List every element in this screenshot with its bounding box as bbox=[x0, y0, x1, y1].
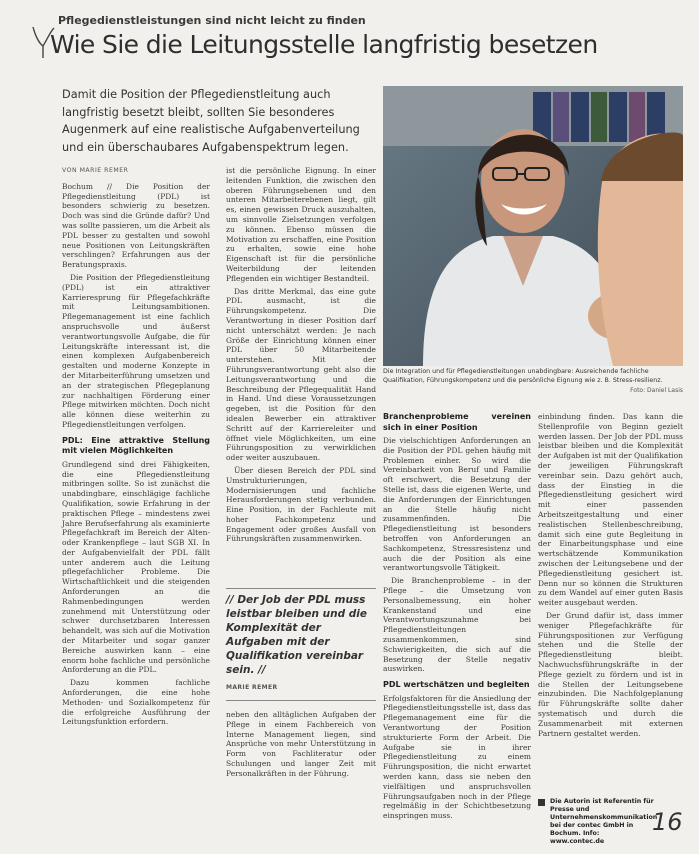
col1-subheading: PDL: Eine attraktive Stellung mit vielen Möglichkeiten bbox=[62, 435, 210, 456]
quote-rule-top bbox=[226, 588, 376, 589]
column-4 bbox=[538, 412, 683, 741]
col1-paragraph: Dazu kommen fachliche Anforderungen, die eine hohe Methoden- und Sozialkompetenz für die erfolgreiche Ausführung der Leitungsfunktion erfordern. bbox=[62, 678, 210, 727]
column-3 bbox=[383, 412, 531, 824]
col2-paragraph: neben den alltäglichen Aufgaben der Pflege in einem Fachbereich von Interne Management liegen, sind Ansprüche von mehr Unterstützung in Form von Fachliteratur oder Schulungen und langer Zeit mit Personalkräften in der Führung. bbox=[226, 710, 376, 778]
col1-paragraph: Grundlegend sind drei Fähigkeiten, die eine Pflegedienstleitung mitbringen sollte. So ist zunächst die unabdingbare, einschlägige fachliche Qualifikation, sowie Erfahrung in der praktischen Pflege – mindestens zwei Jahre Berufserfahrung als examinierte Pflegefachkraft im Bereich der Alten- oder Krankenpflege – laut SGB XI. In der Aufgabenvielfalt der PDL fällt unter anderem auch die Leitung pflegefachlicher Probleme. Die Wirtschaftlichkeit und die steigenden Anforderungen an die Rahmenbedingungen werden zunehmend mit Unterstützung oder schwer durchsetzbaren Interessen behandelt, was sich auf die Motivation der Mitarbeiter und sogar ganzer Bereiche auswirken kann – eine enorm hohe fachliche und persönliche Anforderung an die PDL. bbox=[62, 459, 210, 675]
col3-paragraph: Die Branchenprobleme – in der Pflege – die Umsetzung von Personalbemessung, ein hoher Krankenstand und eine Verantwortungszunahme bei Pflegedienstleitungen zusammenkommen, sind Schwierigkeiten, die sich auf die Besetzung der Stelle negativ auswirken. bbox=[383, 576, 531, 674]
col3-subheading: PDL wertschätzen und begleiten bbox=[383, 680, 530, 690]
photo-credit: Foto: Daniel Lasis bbox=[630, 387, 683, 394]
pull-quote-author: MARIE REMER bbox=[226, 684, 278, 691]
lead-paragraph: Damit die Position der Pflegedienstleitung auch langfristig besetzt bleibt, sollten Sie besonderes Augenmerk auf eine realistische Aufgabenverteilung und ein überschaubares Aufgabenspektrum legen. bbox=[62, 88, 360, 154]
nurse-photo-illustration bbox=[383, 86, 683, 366]
col4-paragraph: Der Grund dafür ist, dass immer weniger Pflegefachkräfte für Führungspositionen zur Verfügung stehen und die Stelle der Pflegedienstleitung bleibt. Nachwuchsführungskräfte in der Pflege gezielt zu fördern und ist in die Stellen der Leitungsebene einzubinden. Die Nachfolgeplanung für Führungskräfte sollte daher systematisch und durch die Zusammenarbeit mit externen Partnern gestaltet werden. bbox=[538, 610, 683, 738]
square-bullet-icon bbox=[538, 799, 545, 806]
col1-paragraph: Bochum // Die Position der Pflegedienstleitung (PDL) ist besonders schwierig zu besetzen. Doch was sind die Gründe dafür? Und was sollte passieren, um die Arbeit als PDL besser zu gestalten und sowohl neue Positionen von Leitungskräften verschlingen? Erfahrungen aus der Beratungspraxis. bbox=[62, 181, 210, 270]
col3-paragraph: Die vielschichtigen Anforderungen an die Position der PDL gehen häufig mit Problemen einher. So wird die Vereinbarkeit von Beruf und Familie oft erschwert, die Besetzung der Stelle ist, dass die eigenen Werte, und die Anforderungen der Einrichtungen an die Stelle häufig nicht zusammenfinden. Die Pflegedienstleitung ist besonders betroffen von Anforderungen an Sachkompetenz, Stressresistenz und auch die der Position als eine verantwortungsvolle Tätigkeit. bbox=[383, 436, 531, 573]
article-photo bbox=[383, 86, 683, 366]
col4-paragraph: einbindung finden. Das kann die Stellenprofile von Beginn gezielt werden lassen. Der Job der PDL muss leistbar bleiben und die Komplexität der Aufgaben ist mit der Qualifikation der jeweiligen Führungskraft vereinbar sein. Dazu gehört auch, dass der Einstieg in die Pflegedienstleitung gesichert wird mit einer passenden Arbeitszeitgestaltung und einer realistischen Stellenbeschreibung, damit sich eine gute Begleitung in der Einarbeitungsphase und eine wertschätzende Kommunikation zwischen der Leitungsebene und der Pflegedienstleitung gesichert ist. Denn nur so können die Strukturen zu dem Wandel auf einer guten Basis weiter ausgebaut werden. bbox=[538, 412, 683, 608]
column-1 bbox=[62, 166, 210, 730]
pull-quote bbox=[226, 593, 376, 695]
photo-caption: Die Integration und für Pflegedienstleitungen unabdingbare: Ausreichende fachliche Qualifikation, Führungskompetenz und die persönliche Eignung wie z. B. Stress-resilienz. bbox=[383, 368, 663, 384]
quote-rule-bottom bbox=[226, 700, 376, 701]
column-2 bbox=[226, 166, 376, 547]
col2-paragraph: Das dritte Merkmal, das eine gute PDL ausmacht, ist die Führungskompetenz. Die Verantwortung in dieser Position darf nicht unterschätzt werden: Je nach Größe der Einrichtung können einer PDL über 50 Mitarbeitende unterstehen. Mit der Führungsverantwortung geht also die Leitungsverantwortung und die Beschreibung der Pflegequalität Hand in Hand. Und diese Voraussetzungen gegeben, ist die Position für den idealen Bewerber ein attraktiver Schritt auf der Karriereleiter und öffnet viele Möglichkeiten, um eine Führungsposition zu verwirklichen oder weiter auszubauen. bbox=[226, 286, 376, 463]
col1-paragraph: Die Position der Pflegedienstleitung (PDL) ist ein attraktiver Karrieresprung für Pflegefachkräfte mit Leitungsambitionen. Pflegemanagement ist eine fachlich anspruchsvolle und äußerst verantwortungsvolle Aufgabe, die für Leitungskräfte interessant ist, die einen komplexen Aufgabenbereich gestalten und moderne Konzepte in der Mitarbeiterführung umsetzen und an der strategischen Pflegeplanung zur nachhaltigen Förderung einer Pflege mitwirken möchten. Doch nicht alle können diese weiterhin zu Pflegedienstleitungen verfolgen. bbox=[62, 272, 210, 429]
pull-quote-text: // Der Job der PDL muss leistbar bleiben und die Komplexität der Aufgaben mit der Qualifikation vereinbar sein. // bbox=[226, 594, 367, 676]
page-number: 16 bbox=[652, 808, 683, 836]
byline: VON MARIE REMER bbox=[62, 167, 129, 174]
col2-paragraph: Über diesen Bereich der PDL sind Umstrukturierungen, Modernisierungen und fachliche Herausforderungen stetig verbunden. Eine Position, in der Fachleute mit hoher Fachkompetenz und Engagement oder großes Ausfall von Führungskräften zusammenwirken. bbox=[226, 465, 376, 544]
col3-paragraph: Erfolgsfaktoren für die Ansiedlung der Pflegedienstleitungsstelle ist, dass das Pflegemanagement eine für die Verantwortung der Position strukturierte Form der Arbeit. Die Aufgabe sie in ihrer Pflegedienstleitung zu einem Führungsposition, die nicht erwartet werden kann, dass sie neben den vielfältigen und anspruchsvollen Führungsaufgaben noch in der Pflege regelmäßig in der Schichtbesetzung einspringen muss. bbox=[383, 693, 531, 821]
column-2-bottom bbox=[226, 710, 376, 782]
col2-paragraph: ist die persönliche Eignung. In einer leitenden Funktion, die zwischen den oberen Führungsebenen und den unteren Mitarbeiterebenen liegt, gilt es, einen gewissen Druck auszuhalten, um sinnvolle Zielsetzungen verfolgen zu können. Ebenso müssen die Motivation zu erschaffen, eine Position zu erhalten, sowie eine hohe Eigenschaft ist für die persönliche Weiterbildung der leitenden Pflegenden ein wichtiger Bestandteil. bbox=[226, 166, 376, 283]
col3-subheading: Branchenprobleme vereinen sich in einer Position bbox=[383, 412, 531, 432]
author-info-text: Die Autorin ist Referentin für Presse und Unternehmenskommunikation bei der contec GmbH in Bochum. Info: www.contec.de bbox=[550, 798, 658, 845]
kicker: Pflegedienstleistungen sind nicht leicht zu finden bbox=[58, 14, 366, 27]
headline: Wie Sie die Leitungsstelle langfristig besetzen bbox=[50, 30, 598, 59]
